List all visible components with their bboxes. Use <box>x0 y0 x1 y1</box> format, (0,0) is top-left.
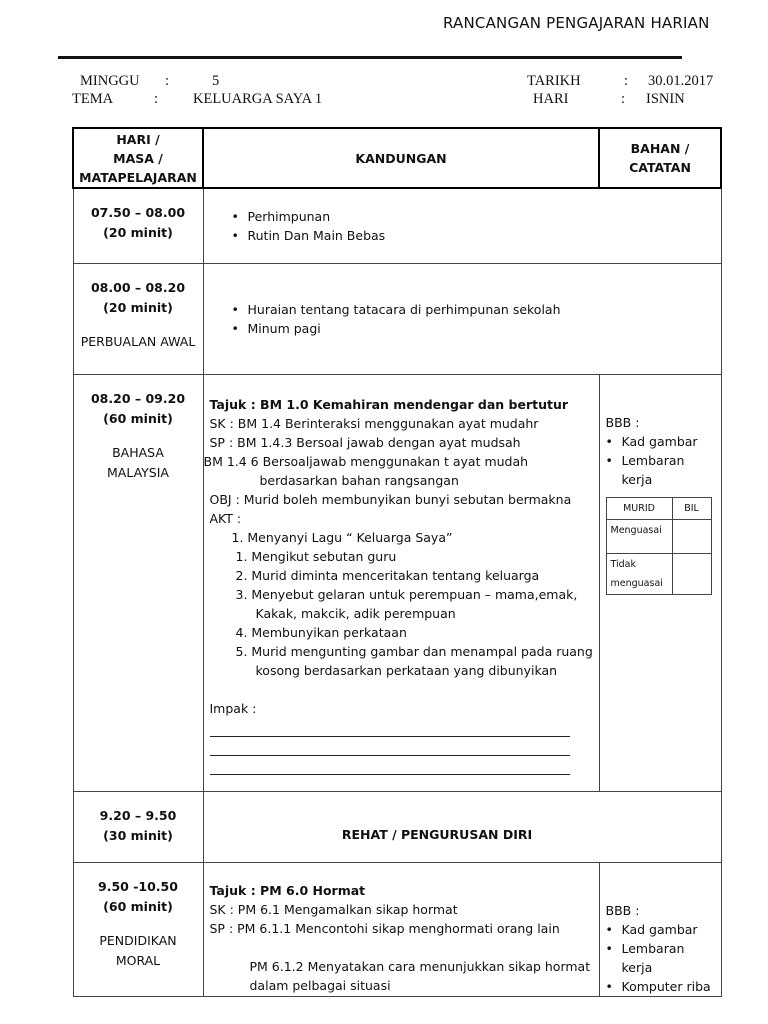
time-range: 08.00 – 08.20 <box>90 279 186 295</box>
header-bahan-catatan <box>599 128 721 188</box>
minggu-label: MINGGU <box>80 73 140 89</box>
break-label: REHAT / PENGURUSAN DIRI <box>341 826 533 842</box>
header-catatan: CATATAN <box>629 160 691 175</box>
activity-item: 5. Murid mengunting gambar dan menampal pada ruang <box>235 643 593 659</box>
header-matapelajaran: MATAPELAJARAN <box>79 169 197 185</box>
materials-cell <box>599 374 721 791</box>
mastery-row-menguasai: Menguasai <box>606 519 672 553</box>
mastery-header-murid: MURID <box>606 497 672 519</box>
minggu-colon: : <box>165 73 170 89</box>
subject-name: PERBUALAN AWAL <box>80 333 196 349</box>
table-row <box>73 263 721 374</box>
tema-value: KELUARGA SAYA 1 <box>193 91 323 107</box>
minggu-value: 5 <box>212 73 220 89</box>
mastery-row-tidak: Tidak menguasai <box>606 553 672 594</box>
duration: (60 minit) <box>103 898 173 914</box>
time-cell <box>73 791 203 862</box>
list-item: • Perhimpunan <box>226 207 721 226</box>
impak-line <box>210 756 570 775</box>
subject-name: BAHASA <box>112 444 164 460</box>
activity-item: 1. Menyanyi Lagu “ Keluarga Saya” <box>231 529 453 545</box>
activity-item: 3. Menyebut gelaran untuk perempuan – mama,emak, <box>235 586 578 602</box>
material-item: • Lembaran kerja <box>600 451 721 489</box>
time-cell <box>73 188 203 263</box>
duration: (30 minit) <box>103 827 173 843</box>
hari-label: HARI <box>533 91 569 107</box>
sk-line: SK : BM 1.4 Berinteraksi menggunakan ayat mudahr <box>209 415 539 431</box>
bbb-label: BBB : <box>605 902 640 918</box>
tema-label: TEMA <box>72 91 114 107</box>
topic-line: Tajuk : BM 1.0 Kemahiran mendengar dan bertutur <box>209 396 569 412</box>
material-item: • Komputer riba <box>600 977 721 996</box>
title-rule <box>58 56 682 59</box>
material-item: • Lembaran kerja <box>600 939 721 977</box>
time-range: 9.20 – 9.50 <box>99 807 177 823</box>
table-row <box>73 374 721 791</box>
header-hari: HARI / <box>116 131 160 147</box>
hari-colon: : <box>621 91 626 107</box>
material-item: • Kad gambar <box>600 432 721 451</box>
mastery-table <box>606 497 712 595</box>
duration: (20 minit) <box>103 299 173 315</box>
obj-line: OBJ : Murid boleh membunyikan bunyi sebutan bermakna <box>209 491 572 507</box>
document-title: RANCANGAN PENGAJARAN HARIAN <box>443 14 710 32</box>
akt-label: AKT : <box>209 510 242 526</box>
tarikh-colon: : <box>624 73 629 89</box>
table-header-row <box>73 128 721 188</box>
time-range: 08.20 – 09.20 <box>90 390 186 406</box>
mastery-header-bil: BIL <box>672 497 711 519</box>
header-bahan: BAHAN / <box>630 141 690 156</box>
sp-line: SP : PM 6.1.1 Mencontohi sikap menghormati orang lain <box>209 920 560 936</box>
subject-name: MORAL <box>115 952 161 968</box>
activity-item-cont: kosong berdasarkan perkataan yang dibunyikan <box>255 662 558 678</box>
content-cell <box>203 374 599 791</box>
sp-line-2-cont: berdasarkan bahan rangsangan <box>259 472 459 488</box>
sk-line: SK : PM 6.1 Mengamalkan sikap hormat <box>209 901 458 917</box>
lesson-plan-table <box>72 127 722 997</box>
content-cell <box>203 188 721 263</box>
activity-item-cont: Kakak, makcik, adik perempuan <box>255 605 456 621</box>
impak-line <box>210 737 570 756</box>
topic-line: Tajuk : PM 6.0 Hormat <box>209 882 366 898</box>
sp-line-2: PM 6.1.2 Menyatakan cara menunjukkan sikap hormat <box>249 958 591 974</box>
materials-cell <box>599 862 721 996</box>
header-kandungan: KANDUNGAN <box>203 128 599 188</box>
content-cell <box>203 263 721 374</box>
list-item: • Rutin Dan Main Bebas <box>226 226 721 245</box>
sp-line-2-cont: dalam pelbagai situasi <box>249 977 391 993</box>
sp-line: SP : BM 1.4.3 Bersoal jawab dengan ayat mudsah <box>209 434 521 450</box>
activity-item: 4. Membunyikan perkataan <box>235 624 407 640</box>
impak-label: Impak : <box>209 700 257 716</box>
time-range: 07.50 – 08.00 <box>90 205 186 220</box>
impak-line <box>210 718 570 737</box>
subject-name: MALAYSIA <box>107 464 169 480</box>
mastery-bil-cell <box>672 553 711 594</box>
sp-line-2: BM 1.4 6 Bersoaljawab menggunakan t ayat mudah <box>203 453 529 469</box>
header-hari-masa <box>73 128 203 188</box>
tema-colon: : <box>154 91 159 107</box>
duration: (60 minit) <box>103 410 173 426</box>
table-row <box>73 188 721 263</box>
tarikh-value: 30.01.2017 <box>648 73 714 89</box>
activity-item: 1. Mengikut sebutan guru <box>235 548 397 564</box>
activity-item: 2. Murid diminta menceritakan tentang keluarga <box>235 567 540 583</box>
content-cell <box>203 791 721 862</box>
bbb-label: BBB : <box>605 414 640 430</box>
duration: (20 minit) <box>103 225 173 240</box>
table-row <box>73 862 721 996</box>
time-range: 9.50 -10.50 <box>98 878 178 894</box>
time-cell <box>73 263 203 374</box>
time-cell <box>73 374 203 791</box>
hari-value: ISNIN <box>646 91 685 107</box>
material-item: • Kad gambar <box>600 920 721 939</box>
list-item: • Huraian tentang tatacara di perhimpunan sekolah <box>226 300 721 319</box>
tarikh-label: TARIKH <box>527 73 581 89</box>
header-masa: MASA / <box>113 150 163 166</box>
content-cell <box>203 862 599 996</box>
list-item: • Minum pagi <box>226 319 721 338</box>
time-cell <box>73 862 203 996</box>
table-row <box>73 791 721 862</box>
mastery-bil-cell <box>672 519 711 553</box>
subject-name: PENDIDIKAN <box>99 932 177 948</box>
